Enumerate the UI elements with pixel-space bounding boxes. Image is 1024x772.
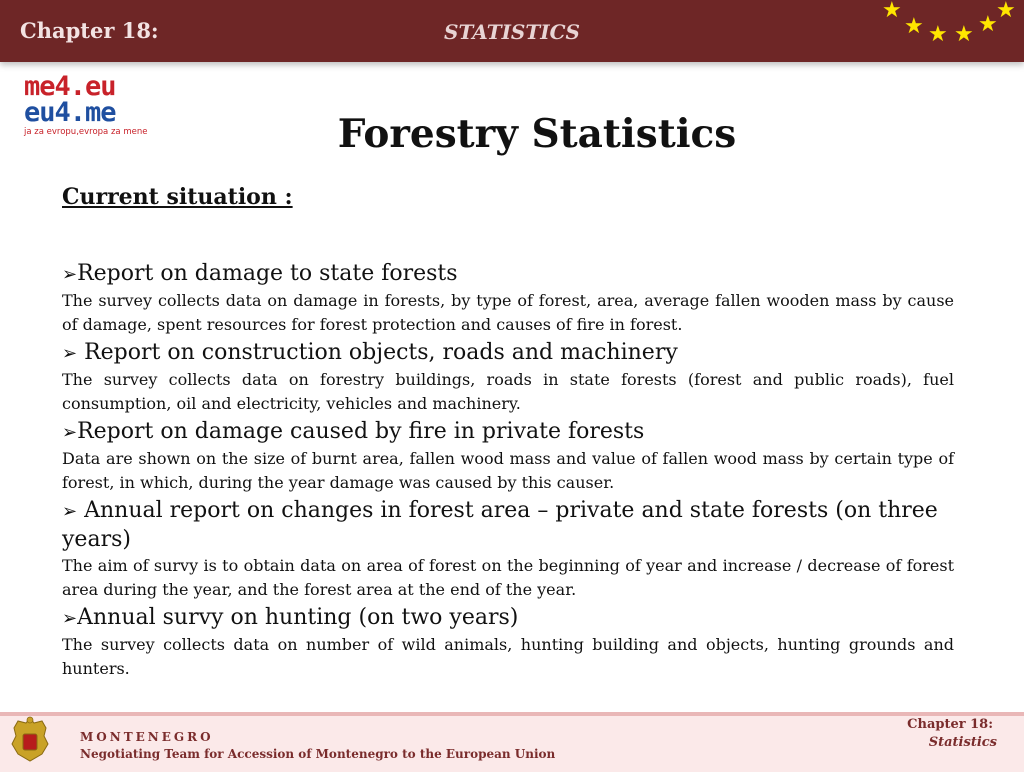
- eu-stars-icon: ★ ★ ★ ★ ★ ★: [882, 0, 1016, 47]
- header-bar: [0, 0, 1024, 62]
- footer-negotiating-team: Negotiating Team for Accession of Montenegro to the European Union: [80, 747, 556, 761]
- arrow-bullet-icon: ➢: [62, 422, 78, 443]
- footer-country: MONTENEGRO: [80, 730, 214, 744]
- report-description: Data are shown on the size of burnt area, fallen wood mass and value of fallen wood mass by certain type of forest, in which, during the year damage was caused by this causer.: [62, 449, 954, 492]
- report-heading-text: Report on damage to state forests: [77, 261, 458, 286]
- coat-of-arms-icon: [8, 714, 52, 764]
- report-description: The survey collects data on forestry buildings, roads in state forests (forest and public roads), fuel consumption, oil and electricity, vehicles and machinery.: [62, 370, 954, 413]
- arrow-bullet-icon: ➢: [62, 343, 78, 364]
- report-heading-fire-private: [62, 418, 954, 447]
- report-description: The survey collects data on number of wild animals, hunting building and objects, hunting grounds and hunters.: [62, 635, 954, 678]
- header-title: STATISTICS: [444, 20, 580, 44]
- report-heading-text: Annual report on changes in forest area – private and state forests (on three years): [62, 498, 938, 552]
- report-description: The survey collects data on damage in forests, by type of forest, area, average fallen wooden mass by cause of damage, spent resources for forest protection and causes of fire in forest.: [62, 291, 954, 334]
- report-heading-forest-area: [62, 497, 954, 554]
- report-list: [62, 260, 954, 683]
- report-description: The aim of survy is to obtain data on area of forest on the beginning of year and increase / decrease of forest area during the year, and the forest area at the end of the year.: [62, 556, 954, 599]
- logo-line-1-text: me4.eu: [24, 71, 116, 102]
- header-chapter-label: Chapter 18:: [20, 18, 159, 43]
- report-heading-hunting: [62, 604, 954, 633]
- logo-line-2-text: eu4.me: [24, 97, 116, 128]
- page-title: Forestry Statistics: [337, 111, 737, 157]
- report-heading-text: Report on damage caused by fire in private forests: [77, 419, 645, 444]
- report-heading-damage-state: [62, 260, 954, 289]
- arrow-bullet-icon: ➢: [62, 501, 78, 522]
- footer-chapter-label: Chapter 18:: [907, 717, 993, 732]
- footer-subject: Statistics: [928, 735, 997, 750]
- current-situation-heading: Current situation :: [62, 184, 293, 210]
- report-heading-text: Annual survy on hunting (on two years): [77, 605, 519, 630]
- arrow-bullet-icon: ➢: [62, 264, 78, 285]
- logo-tagline: ja za evropu,evropa za mene: [24, 127, 148, 137]
- report-heading-text: Report on construction objects, roads and machinery: [77, 340, 678, 365]
- arrow-bullet-icon: ➢: [62, 608, 78, 629]
- report-heading-construction: [62, 339, 954, 368]
